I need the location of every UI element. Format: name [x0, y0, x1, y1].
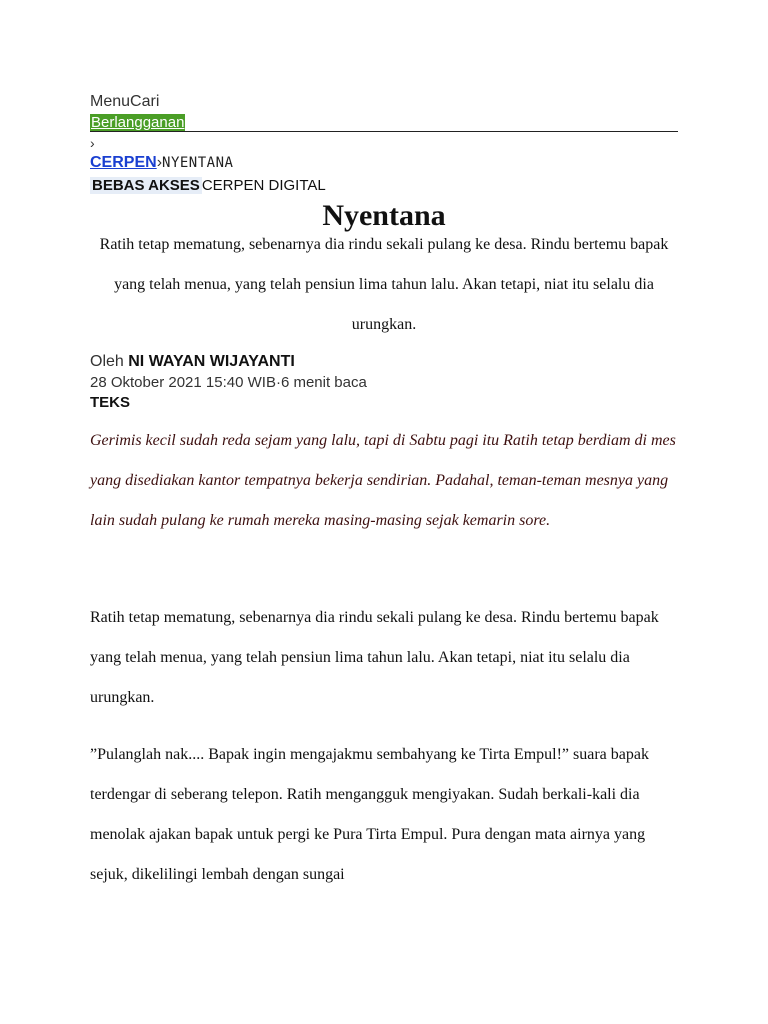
article-paragraph: ”Pulanglah nak.... Bapak ingin mengajakmu sembahyang ke Tirta Empul!” suara bapak terdengar di seberang telepon. Ratih mengangguk mengiyakan. Sudah berkali-kali dia menolak ajakan bapak untuk pergi ke Pura Tirta Empul. Pura dengan mata airnya yang sejuk, dikelilingi lembah dengan sungai	[90, 746, 649, 883]
breadcrumb-separator: ›	[156, 154, 163, 171]
free-access-badge: BEBAS AKSES	[92, 177, 200, 194]
byline	[90, 352, 295, 372]
menu-button[interactable]: Menu	[90, 93, 131, 110]
breadcrumb	[90, 154, 233, 172]
article-lead: Ratih tetap mematung, sebenarnya dia rindu sekali pulang ke desa. Rindu bertemu bapak yang telah menua, yang telah pensiun lima tahun lalu. Akan tetapi, niat itu selalu dia urungkan.	[99, 236, 669, 333]
article-meta	[90, 373, 367, 393]
breadcrumb-section-link[interactable]: CERPEN	[90, 154, 157, 171]
byline-prefix: Oleh	[90, 353, 124, 370]
read-time: 6 menit baca	[280, 374, 367, 391]
content-type-label: TEKS	[90, 394, 131, 411]
meta-separator: ·	[275, 374, 281, 391]
article-title: Nyentana	[322, 199, 446, 232]
search-button[interactable]: Cari	[130, 93, 160, 110]
access-category-label: CERPEN DIGITAL	[201, 177, 326, 194]
breadcrumb-current: NYENTANA	[162, 155, 234, 171]
top-nav	[90, 93, 159, 111]
header-divider	[90, 131, 678, 132]
article-paragraph: Ratih tetap mematung, sebenarnya dia rindu sekali pulang ke desa. Rindu bertemu bapak yang telah menua, yang telah pensiun lima tahun lalu. Akan tetapi, niat itu selalu dia urungkan.	[90, 609, 659, 706]
publish-date: 28 Oktober 2021 15:40 WIB	[90, 374, 276, 391]
chevron-right-icon: ›	[90, 135, 95, 151]
article-intro: Gerimis kecil sudah reda sejam yang lalu, tapi di Sabtu pagi itu Ratih tetap berdiam di mes yang disediakan kantor tempatnya bekerja sendirian. Padahal, teman-teman mesnya yang lain sudah pulang ke rumah mereka masing-masing sejak kemarin sore.	[90, 432, 676, 529]
author-link[interactable]: NI WAYAN WIJAYANTI	[128, 353, 295, 370]
subscribe-button[interactable]: Berlangganan	[91, 114, 185, 131]
access-row	[90, 176, 326, 196]
